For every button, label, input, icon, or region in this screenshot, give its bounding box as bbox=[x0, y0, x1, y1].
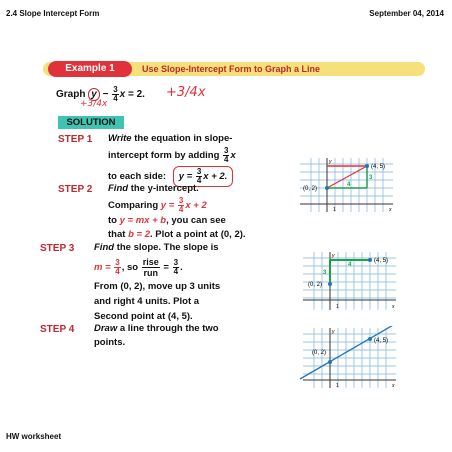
example-label: Example 1 bbox=[48, 61, 132, 77]
step1-text: Write the equation in slope- intercept form by adding $\frac{3}{4}$ x to each side: y = $\frac{3}{4}$ x + 2. bbox=[108, 133, 236, 185]
step3-label: STEP 3 bbox=[40, 243, 75, 254]
graph3-y-axis-label: y bbox=[332, 329, 335, 335]
step3-text: Find the slope. The slope is m = $\frac{3}{4}$ , so $\frac{\text{rise}}{\text{run}}$ = $\frac{3}{4}$ . From (0, 2), move up 3 units and right 4 units. Plot a Second point at (4, 5). bbox=[94, 242, 221, 322]
graph3-point-1 bbox=[328, 360, 332, 364]
graph1-point-2 bbox=[365, 164, 369, 168]
problem-minus: − bbox=[102, 89, 109, 101]
graph3-x-axis-label: x bbox=[392, 383, 395, 389]
handwritten-annotation: +3/4x bbox=[166, 85, 206, 100]
graph2-point-2-label: (4, 5) bbox=[374, 258, 389, 264]
graph3-grid bbox=[303, 328, 396, 388]
graph1-point-2-label: (4, 5) bbox=[371, 164, 386, 170]
graph1-tick-label: 1 bbox=[333, 207, 336, 213]
graph3-tick-label: 1 bbox=[336, 383, 339, 389]
solution-label: SOLUTION bbox=[58, 116, 124, 129]
graph1-rise-label: 3 bbox=[369, 175, 373, 181]
graph2-run-label: 4 bbox=[348, 262, 352, 268]
graph1-run-label: 4 bbox=[347, 182, 351, 188]
handwritten-annotation-2: +3/4x bbox=[80, 99, 108, 109]
graph3-point-1-label: (0, 2) bbox=[312, 350, 327, 356]
step1-equation-box: y = $\frac{3}{4}$ x + 2. bbox=[173, 166, 234, 187]
problem-prefix: Graph bbox=[56, 89, 86, 101]
graph-step1 bbox=[295, 156, 395, 214]
footer-note: HW worksheet bbox=[6, 432, 62, 441]
step1-label: STEP 1 bbox=[58, 134, 93, 145]
graph-step4 bbox=[298, 326, 398, 390]
graph2-rise-label: 3 bbox=[323, 270, 327, 276]
step4-text: Draw a line through the two points. bbox=[94, 323, 219, 348]
graph1-point-1 bbox=[325, 186, 329, 190]
step2-label: STEP 2 bbox=[58, 184, 93, 195]
problem-rhs: = 2. bbox=[128, 89, 145, 101]
problem-lhs: y bbox=[88, 88, 100, 101]
graph-step3 bbox=[298, 250, 398, 312]
problem-fraction: $\frac{3}{4}$ bbox=[113, 85, 118, 103]
graph2-x-axis-label: x bbox=[392, 304, 395, 310]
graph1-x-axis-label: x bbox=[389, 207, 392, 213]
graph1-y-axis-label: y bbox=[329, 159, 332, 165]
graph1-point-1-label: (0, 2) bbox=[303, 186, 318, 192]
step4-label: STEP 4 bbox=[40, 324, 75, 335]
graph2-tick-label: 1 bbox=[336, 304, 339, 310]
header-right: September 04, 2014 bbox=[369, 9, 444, 18]
header-left: 2.4 Slope Intercept Form bbox=[6, 9, 100, 18]
problem-var: x bbox=[119, 89, 126, 101]
graph3-point-2 bbox=[368, 337, 372, 341]
graph2-y-axis-label: y bbox=[332, 253, 335, 259]
graph2-point-1-label: (0, 2) bbox=[308, 282, 323, 288]
graph2-point-1 bbox=[328, 282, 332, 286]
example-title: Use Slope-Intercept Form to Graph a Line bbox=[142, 64, 321, 74]
step2-text: Find the y-intercept. Comparing y = $\frac{3}{4}$ x + 2 to y = mx + b, you can see that b = 2. Plot a point at (0, 2). bbox=[108, 183, 246, 240]
graph3-point-2-label: (4, 5) bbox=[374, 338, 389, 344]
graph2-point-2 bbox=[368, 258, 372, 262]
